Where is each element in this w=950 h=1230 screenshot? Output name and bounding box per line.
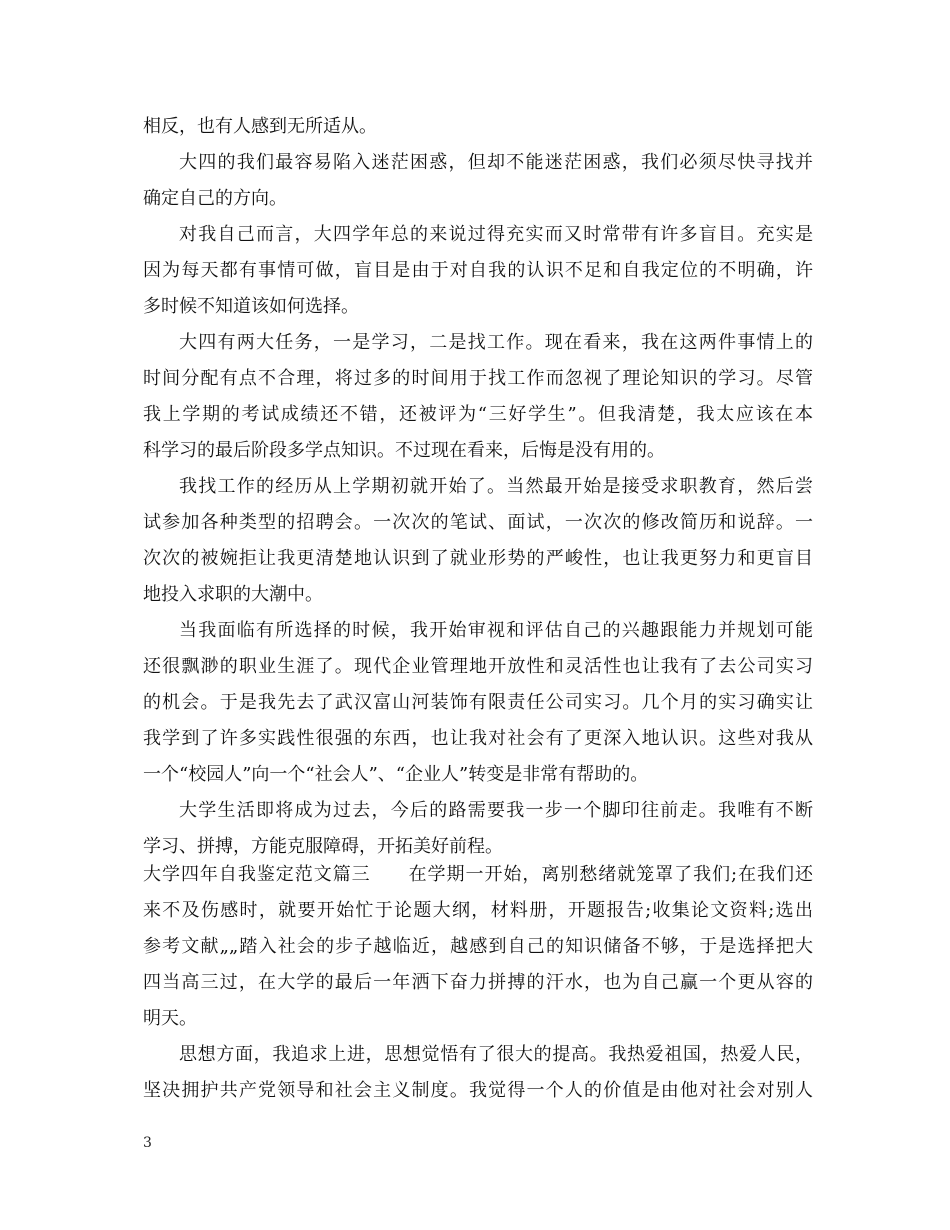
text-line: 试参加各种类型的招聘会。一次次的笔试、面试，一次次的修改简历和说辞。一 <box>143 512 813 533</box>
page-number: 3 <box>143 1135 152 1151</box>
text-line: 时间分配有点不合理，将过多的时间用于找工作而忽视了理论知识的学习。尽管 <box>143 368 813 389</box>
text-line: 参考文献„„踏入社会的步子越临近，越感到自己的知识储备不够，于是选择把大 <box>143 936 813 957</box>
text-line: 大四有两大任务，一是学习，二是找工作。现在看来，我在这两件事情上的 <box>179 332 813 353</box>
text-line: 来不及伤感时，就要开始忙于论题大纲，材料册，开题报告;收集论文资料;选出 <box>143 900 813 921</box>
text-line: 学习、拼搏，方能克服障碍，开拓美好前程。 <box>143 836 503 857</box>
text-line: 四当高三过，在大学的最后一年洒下奋力拼搏的汗水，也为自己赢一个更从容的 <box>143 972 813 993</box>
text-line: 我上学期的考试成绩还不错，还被评为“三好学生”。但我清楚，我太应该在本 <box>143 404 813 425</box>
text-line: 多时候不知道该如何选择。 <box>143 296 359 317</box>
text-line: 明天。 <box>143 1008 197 1029</box>
text-line: 因为每天都有事情可做，盲目是由于对自我的认识不足和自我定位的不明确，许 <box>143 260 813 281</box>
text-line: 相反，也有人感到无所适从。 <box>143 116 377 137</box>
text-line: 确定自己的方向。 <box>143 188 287 209</box>
text-line: 对我自己而言，大四学年总的来说过得充实而又时常带有许多盲目。充实是 <box>179 224 813 245</box>
text-line: 大四的我们最容易陷入迷茫困惑，但却不能迷茫困惑，我们必须尽快寻找并 <box>179 152 813 173</box>
text-line: 思想方面，我追求上进，思想觉悟有了很大的提高。我热爱祖国，热爱人民， <box>179 1044 813 1065</box>
text-line: 坚决拥护共产党领导和社会主义制度。我觉得一个人的价值是由他对社会对别人 <box>143 1080 813 1101</box>
text-line: 一个“校园人”向一个“社会人”、“企业人”转变是非常有帮助的。 <box>143 764 649 785</box>
text-line: 大学四年自我鉴定范文篇三 在学期一开始，离别愁绪就笼罩了我们;在我们还 <box>143 864 813 885</box>
text-line: 次次的被婉拒让我更清楚地认识到了就业形势的严峻性，也让我更努力和更盲目 <box>143 548 813 569</box>
text-line: 我学到了许多实践性很强的东西，也让我对社会有了更深入地认识。这些对我从 <box>143 728 813 749</box>
text-line: 当我面临有所选择的时候，我开始审视和评估自己的兴趣跟能力并规划可能 <box>179 620 813 641</box>
text-line: 科学习的最后阶段多学点知识。不过现在看来，后悔是没有用的。 <box>143 440 665 461</box>
text-line: 我找工作的经历从上学期初就开始了。当然最开始是接受求职教育，然后尝 <box>179 476 813 497</box>
text-line: 大学生活即将成为过去，今后的路需要我一步一个脚印往前走。我唯有不断 <box>179 800 813 821</box>
text-line: 地投入求职的大潮中。 <box>143 584 323 605</box>
text-line: 的机会。于是我先去了武汉富山河装饰有限责任公司实习。几个月的实习确实让 <box>143 692 813 713</box>
text-line: 还很飘渺的职业生涯了。现代企业管理地开放性和灵活性也让我有了去公司实习 <box>143 656 813 677</box>
